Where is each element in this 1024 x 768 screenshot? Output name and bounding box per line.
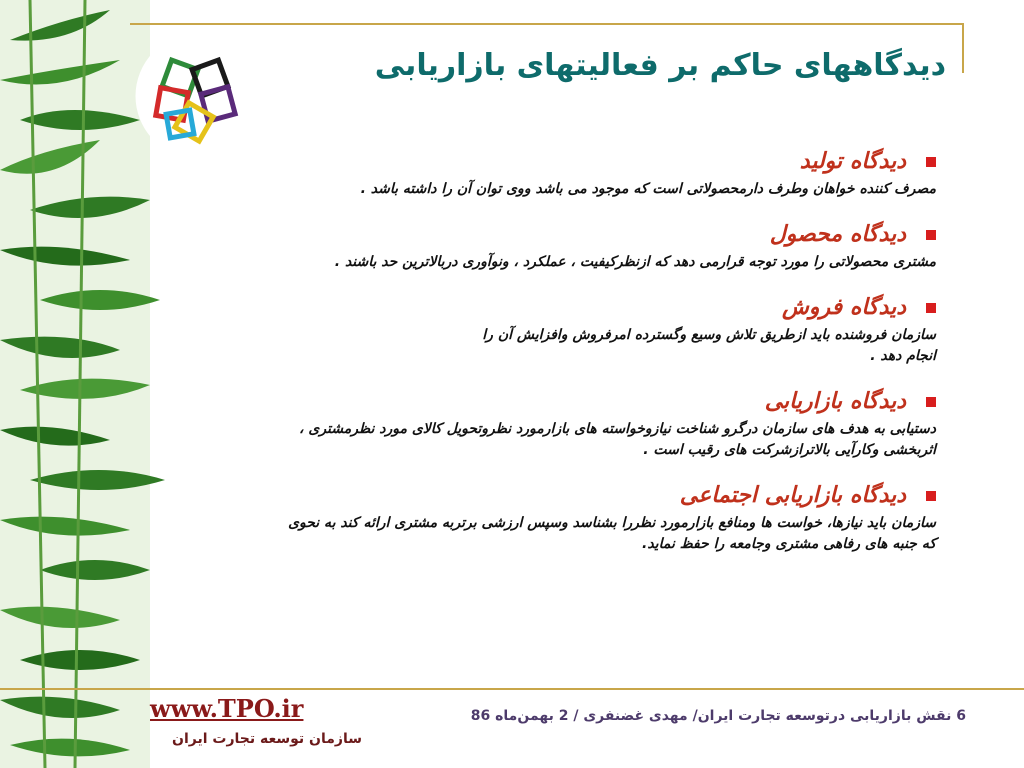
section-text: مشتری محصولاتی را مورد توجه قرارمی دهد که ازنظرکیفیت ، عملکرد ، ونوآوری دربالاترین حد باشند . — [334, 254, 936, 270]
bullet-square-icon — [926, 303, 936, 313]
list-item — [146, 479, 936, 555]
right-rule — [962, 23, 964, 73]
section-text: سازمان باید نیازها، خواست ها ومنافع بازارمورد نظررا بشناسد وسپس ارزشی برتربه مشتری ارائه کند به نحوی — [288, 515, 936, 531]
list-item — [146, 218, 936, 273]
section-text: انجام دهد . — [870, 348, 936, 364]
slide-title: دیدگاههای حاکم بر فعالیتهای بازاریابی — [374, 48, 946, 83]
section-text: دستیابی به هدف های سازمان درگرو شناخت نیازوخواسته های بازارمورد نظروتحویل کالای مورد نظرمشتری ، — [298, 421, 936, 437]
footer-info: 6 نقش بازاریابی درتوسعه تجارت ایران/ مهدی غضنفری / 2 بهمن‌ماه 86 — [470, 708, 966, 724]
bullet-square-icon — [926, 230, 936, 240]
section-heading: دیدگاه تولید — [146, 145, 936, 179]
footer-organization: سازمان توسعه تجارت ایران — [172, 731, 363, 747]
tpo-logo — [128, 24, 268, 164]
section-heading: دیدگاه بازاریابی اجتماعی — [146, 479, 936, 513]
list-item — [146, 291, 936, 367]
section-heading: دیدگاه فروش — [146, 291, 936, 325]
section-heading: دیدگاه محصول — [146, 218, 936, 252]
bullet-square-icon — [926, 397, 936, 407]
section-text: سازمان فروشنده باید ازطریق تلاش وسیع وگسترده امرفروش وافزایش آن را — [482, 327, 936, 343]
website-link[interactable]: www.TPO.ir — [150, 694, 304, 723]
section-heading: دیدگاه بازاریابی — [146, 385, 936, 419]
content-list — [146, 145, 936, 555]
list-item — [146, 145, 936, 200]
section-text: اثربخشی وکارآیی بالاترازشرکت های رقیب است . — [643, 442, 936, 458]
section-text: که جنبه های رفاهی مشتری وجامعه را حفظ نماید. — [642, 536, 936, 552]
list-item — [146, 385, 936, 461]
bottom-rule — [0, 688, 1024, 690]
bullet-square-icon — [926, 491, 936, 501]
bullet-square-icon — [926, 157, 936, 167]
section-text: مصرف کننده خواهان وطرف دارمحصولاتی است که موجود می باشد ووی توان آن را داشته باشد . — [360, 181, 936, 197]
